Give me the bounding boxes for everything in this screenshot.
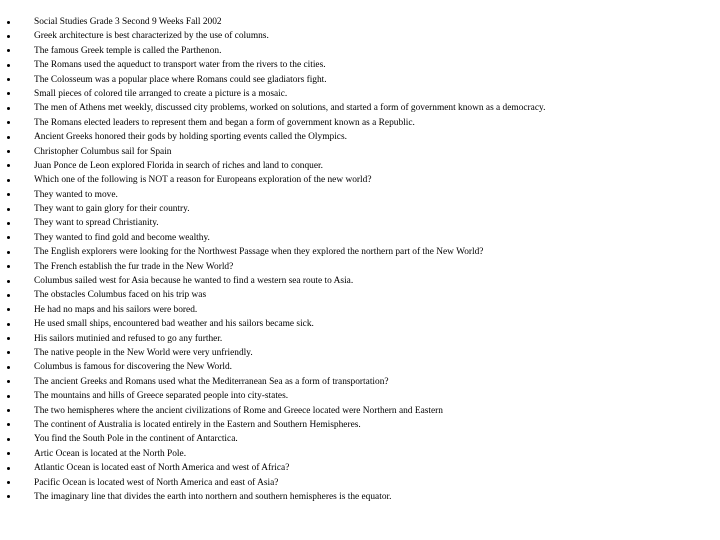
bullet-icon [7,351,10,354]
list-item-text: The Colosseum was a popular place where Romans could see gladiators fight. [34,74,327,85]
list-item [0,245,720,259]
document-body [0,15,720,504]
bullet-icon [7,265,10,268]
list-item-text: The obstacles Columbus faced on his trip was [34,290,207,301]
list-item-text: Juan Ponce de Leon explored Florida in search of riches and land to conquer. [34,160,323,171]
list-item [0,260,720,274]
list-item [0,418,720,432]
bullet-icon [7,21,10,24]
list-item [0,461,720,475]
list-item [0,101,720,115]
list-item-text: Small pieces of colored tile arranged to create a picture is a mosaic. [34,88,288,99]
bullet-icon [7,236,10,239]
list-item-text: The French establish the fur trade in the New World? [34,261,234,272]
list-item [0,303,720,317]
list-item [0,159,720,173]
list-item [0,188,720,202]
bullet-icon [7,150,10,153]
list-item [0,288,720,302]
bullet-icon [7,481,10,484]
list-item-text: His sailors mutinied and refused to go any further. [34,333,223,344]
list-item [0,216,720,230]
bullet-icon [7,121,10,124]
list-item [0,274,720,288]
list-item [0,87,720,101]
bullet-icon [7,136,10,139]
list-item [0,346,720,360]
list-item [0,231,720,245]
bullet-icon [7,64,10,67]
list-item [0,432,720,446]
list-item [0,447,720,461]
list-item [0,476,720,490]
list-item [0,44,720,58]
list-item-text: Social Studies Grade 3 Second 9 Weeks Fall 2002 [34,17,222,27]
bullet-icon [7,222,10,225]
list-item-text: The continent of Australia is located entirely in the Eastern and Southern Hemispheres. [34,419,361,430]
list-item [0,58,720,72]
list-item-text: Columbus is famous for discovering the New World. [34,362,233,373]
list-item-text: He had no maps and his sailors were bored. [34,304,198,315]
list-item-text: He used small ships, encountered bad weather and his sailors became sick. [34,319,314,330]
bullet-icon [7,49,10,52]
list-item-text: Artic Ocean is located at the North Pole. [34,448,187,459]
list-item-text: Pacific Ocean is located west of North America and east of Asia? [34,477,279,488]
bullet-icon [7,438,10,441]
list-item-text: The mountains and hills of Greece separated people into city-states. [34,391,289,402]
bullet-icon [7,193,10,196]
list-item-text: The two hemispheres where the ancient civilizations of Rome and Greece located were Northern and Eastern [34,405,443,416]
bullet-icon [7,251,10,254]
list-item [0,332,720,346]
list-item-text: Columbus sailed west for Asia because he wanted to find a western sea route to Asia. [34,276,354,287]
bullet-icon [7,78,10,81]
list-item-text: They want to spread Christianity. [34,218,159,229]
list-item-text: Which one of the following is NOT a reason for Europeans exploration of the new world? [34,175,372,186]
list-item-text: Greek architecture is best characterized by the use of columns. [34,31,269,42]
list-item-text: They want to gain glory for their country. [34,204,190,215]
bullet-icon [7,380,10,383]
bullet-icon [7,179,10,182]
list-item-text: The famous Greek temple is called the Parthenon. [34,45,222,56]
list-item [0,202,720,216]
list-item-text: The imaginary line that divides the earth into northern and southern hemispheres is the equator. [34,491,392,502]
list-item-text: Atlantic Ocean is located east of North America and west of Africa? [34,463,290,474]
list-item [0,317,720,331]
bullet-icon [7,308,10,311]
list-item-text: The Romans used the aqueduct to transport water from the rivers to the cities. [34,60,326,71]
list-item-text: The ancient Greeks and Romans used what the Mediterranean Sea as a form of transportation? [34,376,389,387]
bullet-icon [7,323,10,326]
list-item [0,389,720,403]
list-item-text: They wanted to move. [34,189,118,200]
list-item-text: The English explorers were looking for the Northwest Passage when they explored the northern part of the New World? [34,247,484,258]
list-item [0,404,720,418]
list-item-text: You find the South Pole in the continent of Antarctica. [34,434,238,445]
list-item [0,130,720,144]
bullet-icon [7,395,10,398]
bullet-icon [7,107,10,110]
list-item [0,116,720,130]
bullet-icon [7,495,10,498]
bullet-icon [7,423,10,426]
list-item [0,73,720,87]
list-item-text: They wanted to find gold and become wealthy. [34,232,210,243]
bullet-icon [7,208,10,211]
list-item-text: Christopher Columbus sail for Spain [34,146,172,157]
list-item [0,145,720,159]
bullet-icon [7,92,10,95]
bullet-icon [7,294,10,297]
list-item-text: The native people in the New World were very unfriendly. [34,347,253,358]
list-item [0,173,720,187]
bullet-icon [7,35,10,38]
bullet-icon [7,337,10,340]
bullet-icon [7,164,10,167]
bullet-icon [7,366,10,369]
list-item [0,375,720,389]
list-item [0,490,720,504]
bullet-icon [7,409,10,412]
list-item-text: The Romans elected leaders to represent them and began a form of government known as a Republic. [34,117,415,128]
bullet-icon [7,280,10,283]
bullet-icon [7,452,10,455]
list-item [0,15,720,29]
list-item [0,360,720,374]
bullet-icon [7,467,10,470]
list-item-text: The men of Athens met weekly, discussed city problems, worked on solutions, and started a form of government known as a democracy. [34,103,546,114]
list-item-text: Ancient Greeks honored their gods by holding sporting events called the Olympics. [34,132,347,143]
list-item [0,29,720,43]
